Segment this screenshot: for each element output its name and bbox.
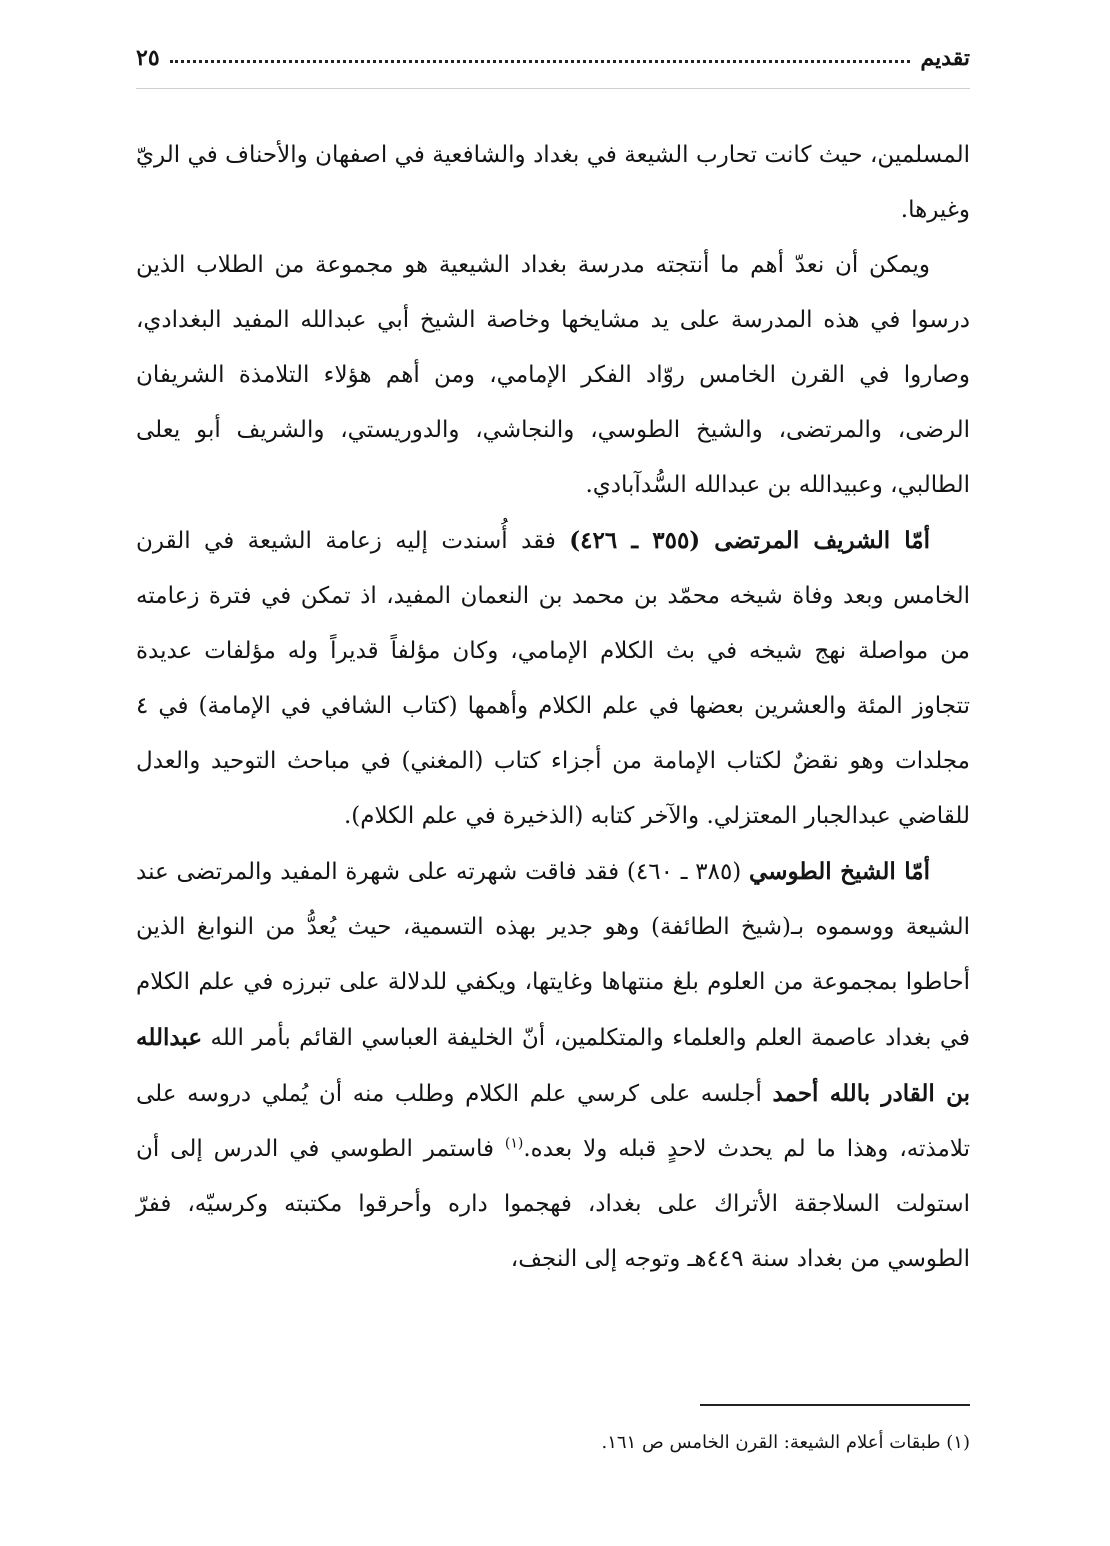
header-dot-leader — [170, 60, 911, 63]
paragraph-1 — [136, 128, 970, 238]
paragraph-3-lead: أمّا الشريف المرتضى (٣٥٥ ـ ٤٢٦) — [569, 527, 930, 554]
paragraph-4-text-a: (٣٨٥ ـ ٤٦٠) فقد فاقت شهرته على شهرة المفيد والمرتضى عند الشيعة ووسموه بـ(شيخ الطائفة) وهو جدير بهذه التسمية، حيث يُعدُّ من النوابغ الذين أحاطوا بمجموعة من العلوم بلغ منتهاها وغايتها، ويكفي للدلالة على تبرزه في علم الكلام في بغداد عاصمة العلم والعلماء والمتكلمين، أنّ الخليفة العباسي القائم بأمر الله — [136, 859, 970, 1051]
footnote-reference[interactable]: (١) — [504, 1135, 524, 1152]
paragraph-2 — [136, 238, 970, 513]
running-header — [136, 38, 970, 78]
paragraph-4 — [136, 844, 970, 1287]
footnote-separator — [700, 1404, 970, 1406]
header-rule — [136, 88, 970, 89]
paragraph-3-text: فقد أُسندت إليه زعامة الشيعة في القرن الخامس وبعد وفاة شيخه محمّد بن محمد بن النعمان المفيد، اذ تمكن في فترة زعامته من مواصلة نهج شيخه في بث الكلام الإمامي، وكان مؤلفاً قديراً وله مؤلفات عديدة تتجاوز المئة والعشرين بعضها في علم الكلام وأهمها (كتاب الشافي في الإمامة) في ٤ مجلدات وهو نقضٌ لكتاب الإمامة من أجزاء كتاب (المغني) في مباحث التوحيد والعدل للقاضي عبدالجبار المعتزلي. والآخر كتابه (الذخيرة في علم الكلام). — [136, 528, 970, 829]
section-title: تقديم — [920, 45, 970, 71]
caliph-name: عبدالله بن القادر بالله أحمد — [136, 1024, 970, 1107]
paragraph-3 — [136, 513, 970, 844]
body-text — [136, 128, 970, 1287]
paragraph-2-text: ويمكن أن نعدّ أهم ما أنتجته مدرسة بغداد الشيعية هو مجموعة من الطلاب الذين درسوا في هذه المدرسة على يد مشايخها وخاصة الشيخ أبي عبدالله المفيد البغدادي، وصاروا في القرن الخامس روّاد الفكر الإمامي، ومن أهم هؤلاء التلامذة الشريفان الرضى، والمرتضى، والشيخ الطوسي، والنجاشي، والدوريستي، والشريف أبو يعلى الطالبي، وعبيدالله بن عبدالله السُّدآبادي. — [136, 252, 970, 498]
paragraph-1-text: المسلمين، حيث كانت تحارب الشيعة في بغداد والشافعية في اصفهان والأحناف في الريّ وغيرها. — [136, 142, 970, 223]
footnote — [136, 1428, 970, 1458]
paragraph-4-lead: أمّا الشيخ الطوسي — [749, 858, 930, 885]
footnote-text: (١) طبقات أعلام الشيعة: القرن الخامس ص ١٦١. — [601, 1432, 970, 1453]
paragraph-4-text-b: أجلسه على كرسي علم الكلام وطلب منه أن يُملي دروسه على تلامذته، وهذا ما لم يحدث لاحدٍ قبله ولا بعده. — [136, 1081, 970, 1162]
page-number: ٢٥ — [136, 45, 160, 71]
paragraph-4-text-c: فاستمر الطوسي في الدرس إلى أن استولت السلاجقة الأتراك على بغداد، فهجموا داره وأحرقوا مكتبته وكرسيّه، ففرّ الطوسي من بغداد سنة ٤٤٩هـ وتوجه إلى النجف، — [136, 1136, 970, 1272]
